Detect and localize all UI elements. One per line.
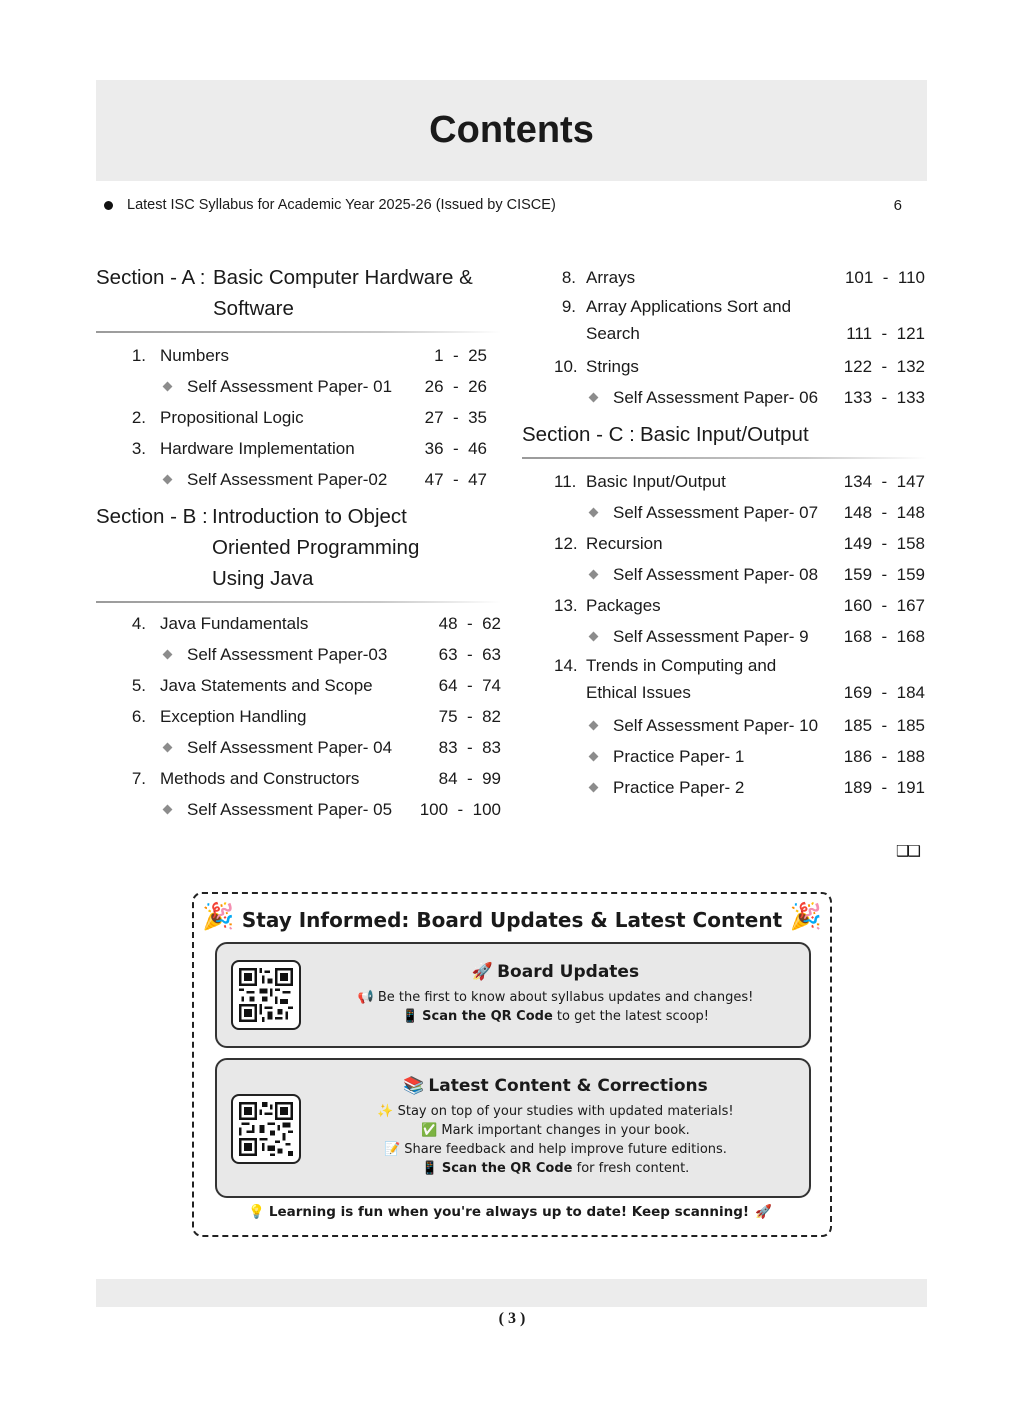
chapter-number: 3. <box>131 439 146 458</box>
entry-title: Java Statements and Scope <box>160 676 373 695</box>
diamond-bullet-icon <box>589 783 599 793</box>
page-range: 169 - 184 <box>843 683 925 702</box>
latest-content-text <box>312 1076 799 1178</box>
latest-content-line: ✨ Stay on top of your studies with updated materials! <box>377 1104 734 1119</box>
contents-entry <box>522 466 925 497</box>
page-range: 27 - 35 <box>424 408 487 427</box>
box-title: Stay Informed: Board Updates & Latest Content <box>241 908 783 932</box>
contents-entry <box>96 608 501 639</box>
page-range: 122 - 132 <box>843 357 925 376</box>
chapter-number: 12. <box>554 534 578 553</box>
page-range: 75 - 82 <box>438 707 501 726</box>
section-title: Basic Input/Output <box>640 423 809 446</box>
contents-entry <box>96 433 487 464</box>
rocket-icon: 🚀 <box>755 1204 772 1220</box>
qr-pattern <box>239 1102 293 1156</box>
diamond-bullet-icon <box>163 805 173 815</box>
qr-code-icon[interactable] <box>231 960 301 1030</box>
contents-subentry <box>96 464 487 495</box>
entry-title: Numbers <box>160 346 229 365</box>
diamond-bullet-icon <box>589 632 599 642</box>
section-c-list <box>522 466 927 803</box>
page-range: 185 - 185 <box>843 716 925 735</box>
diamond-bullet-icon <box>163 382 173 392</box>
section-prefix: Section - A : <box>96 266 206 289</box>
page-range: 83 - 83 <box>438 738 501 757</box>
latest-content-line: ✅ Mark important changes in your book. <box>421 1123 690 1138</box>
section-prefix: Section - C : <box>522 423 635 446</box>
section-b-continued-list <box>522 262 927 413</box>
contents-left-column <box>96 262 501 825</box>
chapter-number: 1. <box>131 346 146 365</box>
diamond-bullet-icon <box>163 743 173 753</box>
party-popper-icon: 🎉 <box>202 902 235 932</box>
page-range: 148 - 148 <box>843 503 925 522</box>
page-title: Contents <box>429 109 594 151</box>
diamond-bullet-icon <box>589 570 599 580</box>
section-c-heading <box>522 419 927 450</box>
contents-entry <box>96 340 487 371</box>
section-a-heading <box>96 262 501 324</box>
chapter-number: 9. <box>561 297 576 316</box>
chapter-number: 5. <box>131 676 146 695</box>
contents-subentry <box>96 639 501 670</box>
section-title: Introduction to Object Oriented Programming Using Java <box>212 505 420 590</box>
contents-entry <box>522 590 925 621</box>
page-range: 26 - 26 <box>424 377 487 396</box>
chapter-number: 4. <box>131 614 146 633</box>
entry-title: Hardware Implementation <box>160 439 355 458</box>
contents-subentry <box>522 382 925 413</box>
entry-title: Java Fundamentals <box>160 614 309 633</box>
phone-icon: 📱 <box>401 1009 419 1024</box>
phone-icon: 📱 <box>421 1161 438 1176</box>
latest-content-card <box>215 1058 811 1198</box>
page-number: ( 3 ) <box>498 1310 526 1327</box>
contents-entry <box>522 528 925 559</box>
memo-icon: 📝 <box>384 1142 401 1157</box>
end-mark: ❑❑ <box>896 843 919 860</box>
page-range: 111 - 121 <box>846 324 925 343</box>
contents-subentry <box>522 710 925 741</box>
check-icon: ✅ <box>421 1123 438 1138</box>
page-range: 160 - 167 <box>843 596 925 615</box>
diamond-bullet-icon <box>163 475 173 485</box>
entry-title: Propositional Logic <box>160 408 304 427</box>
contents-entry <box>96 763 501 794</box>
page-range: 64 - 74 <box>438 676 501 695</box>
latest-content-heading: 📚 Latest Content & Corrections <box>403 1076 708 1096</box>
page-range: 159 - 159 <box>843 565 925 584</box>
diamond-bullet-icon <box>163 650 173 660</box>
syllabus-entry <box>104 195 904 215</box>
page-range: 1 - 25 <box>434 346 487 365</box>
lightbulb-icon: 💡 <box>248 1204 265 1220</box>
bullet-icon <box>104 201 113 210</box>
page-range: 100 - 100 <box>419 800 501 819</box>
entry-title: Practice Paper- 2 <box>613 778 745 797</box>
board-updates-heading: 🚀 Board Updates <box>471 962 640 982</box>
entry-title: Practice Paper- 1 <box>613 747 745 766</box>
chapter-number: 6. <box>131 707 146 726</box>
page-range: 168 - 168 <box>843 627 925 646</box>
page-range: 134 - 147 <box>843 472 925 491</box>
footer-band <box>96 1279 927 1307</box>
diamond-bullet-icon <box>589 508 599 518</box>
chapter-number: 8. <box>561 268 576 287</box>
party-popper-icon: 🎉 <box>789 902 822 932</box>
entry-title: Self Assessment Paper- 08 <box>613 565 819 584</box>
title-band <box>96 80 927 181</box>
section-divider <box>96 331 501 333</box>
section-a-list <box>96 340 501 495</box>
page-range: 47 - 47 <box>424 470 487 489</box>
contents-subentry <box>522 497 925 528</box>
entry-title: Self Assessment Paper- 06 <box>613 388 819 407</box>
contents-entry <box>522 293 925 351</box>
page-range: 189 - 191 <box>843 778 925 797</box>
entry-title: Exception Handling <box>160 707 307 726</box>
entry-title: Self Assessment Paper- 01 <box>187 377 393 396</box>
chapter-number: 2. <box>131 408 146 427</box>
rocket-icon: 🚀 <box>471 962 494 982</box>
entry-title: Methods and Constructors <box>160 769 360 788</box>
sparkles-icon: ✨ <box>377 1104 394 1119</box>
entry-title: Self Assessment Paper- 10 <box>613 716 819 735</box>
entry-title: Self Assessment Paper- 05 <box>187 800 393 819</box>
contents-entry <box>96 701 501 732</box>
entry-title: Self Assessment Paper- 04 <box>187 738 393 757</box>
page-range: 63 - 63 <box>438 645 501 664</box>
contents-subentry <box>96 732 501 763</box>
chapter-number: 13. <box>554 596 578 615</box>
qr-code-icon[interactable] <box>231 1094 301 1164</box>
page-range: 186 - 188 <box>843 747 925 766</box>
entry-title: Self Assessment Paper- 9 <box>613 627 809 646</box>
stay-informed-box <box>192 892 832 1237</box>
section-title: Basic Computer Hardware & Software <box>213 266 473 320</box>
diamond-bullet-icon <box>589 721 599 731</box>
entry-title: Self Assessment Paper- 07 <box>613 503 819 522</box>
contents-subentry <box>522 741 925 772</box>
contents-subentry <box>522 621 925 652</box>
contents-subentry <box>96 371 487 402</box>
section-divider <box>96 601 501 603</box>
page-range: 133 - 133 <box>843 388 925 407</box>
contents-entry <box>522 262 925 293</box>
entry-title: Array Applications Sort and Search <box>586 297 792 343</box>
chapter-number: 10. <box>554 357 578 376</box>
contents-entry <box>522 351 925 382</box>
page-range: 149 - 158 <box>843 534 925 553</box>
entry-title: Strings <box>586 357 639 376</box>
contents-entry <box>522 652 925 710</box>
board-updates-text <box>312 962 799 1026</box>
latest-content-line: 📱 Scan the QR Code for fresh content. <box>421 1161 690 1176</box>
section-prefix: Section - B : <box>96 505 208 528</box>
entry-title: Basic Input/Output <box>586 472 726 491</box>
contents-entry <box>96 670 501 701</box>
contents-subentry <box>522 772 925 803</box>
section-divider <box>522 457 927 459</box>
contents-right-column <box>522 262 927 803</box>
entry-title: Self Assessment Paper-02 <box>187 470 388 489</box>
syllabus-page: 6 <box>893 196 902 214</box>
latest-content-line: 📝 Share feedback and help improve future editions. <box>384 1142 727 1157</box>
page-range: 48 - 62 <box>438 614 501 633</box>
entry-title: Trends in Computing and Ethical Issues <box>586 656 777 702</box>
qr-pattern <box>239 968 293 1022</box>
board-updates-line: 📱 Scan the QR Code to get the latest scoop! <box>401 1009 710 1024</box>
contents-entry <box>96 402 487 433</box>
chapter-number: 14. <box>554 656 578 675</box>
chapter-number: 11. <box>554 472 577 491</box>
page-range: 36 - 46 <box>424 439 487 458</box>
diamond-bullet-icon <box>589 752 599 762</box>
books-icon: 📚 <box>403 1076 425 1096</box>
contents-subentry <box>522 559 925 590</box>
diamond-bullet-icon <box>589 393 599 403</box>
section-b-list <box>96 608 501 825</box>
board-updates-line: 📢 Be the first to know about syllabus updates and changes! <box>357 990 754 1005</box>
chapter-number: 7. <box>131 769 146 788</box>
box-footer: 💡 Learning is fun when you're always up to date! Keep scanning! 🚀 <box>248 1204 772 1220</box>
page-range: 101 - 110 <box>844 268 925 287</box>
section-b-heading <box>96 501 501 594</box>
page-range: 84 - 99 <box>438 769 501 788</box>
entry-title: Arrays <box>586 268 636 287</box>
board-updates-card <box>215 942 811 1048</box>
entry-title: Self Assessment Paper-03 <box>187 645 388 664</box>
entry-title: Recursion <box>586 534 663 553</box>
contents-subentry <box>96 794 501 825</box>
entry-title: Packages <box>586 596 661 615</box>
syllabus-label: Latest ISC Syllabus for Academic Year 2025-26 (Issued by CISCE) <box>127 197 556 213</box>
megaphone-icon: 📢 <box>357 990 374 1005</box>
